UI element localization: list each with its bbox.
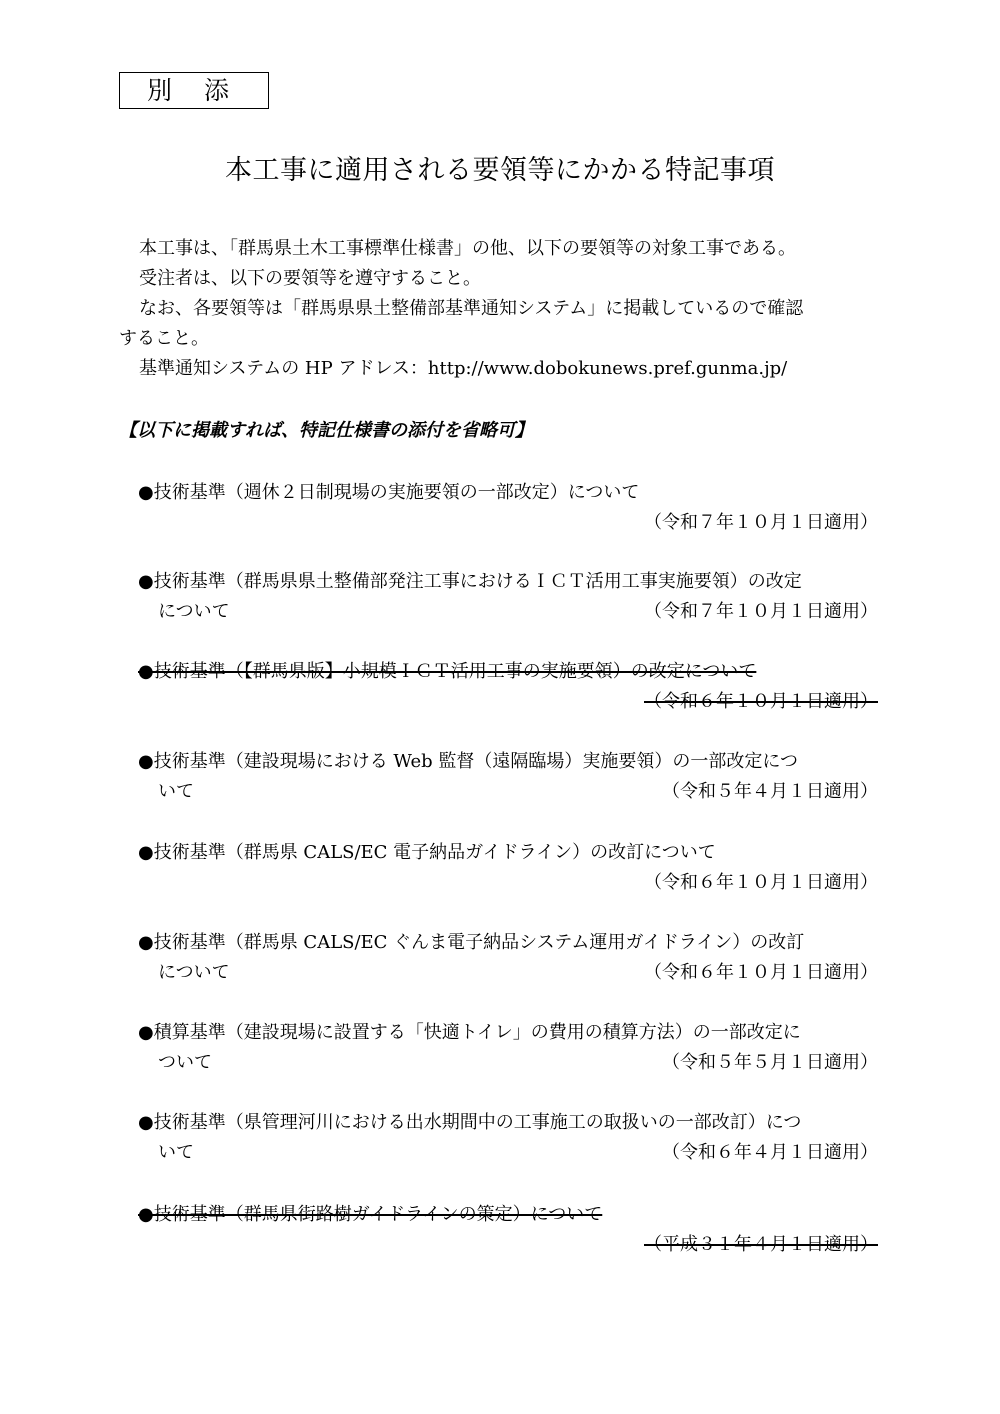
list-item-text: ●技術基準（建設現場における Web 監督（遠隔臨場）実施要領）の一部改定につ — [138, 751, 798, 772]
list-item-text: ●積算基準（建設現場に設置する「快適トイレ」の費用の積算方法）の一部改定に — [138, 1022, 801, 1043]
list-item-text: ●技術基準（群馬県 CALS/EC 電子納品ガイドライン）の改訂について — [138, 842, 716, 863]
intro-section — [119, 234, 889, 384]
list-item — [138, 567, 888, 627]
intro-paragraph-2: 受注者は、以下の要領等を遵守すること。 — [139, 268, 481, 289]
notice-heading: 【以下に掲載すれば、特記仕様書の添付を省略可】 — [119, 420, 533, 441]
list-item-date: （令和６年１０月１日適用） — [644, 691, 878, 712]
list-item — [138, 1018, 888, 1078]
list-item-deleted — [138, 657, 888, 717]
intro-url-line: 基準通知システムの HP アドレス：http://www.dobokunews.pref.gunma.jp/ — [139, 358, 788, 379]
list-item-continuation: について — [158, 962, 230, 983]
intro-paragraph-1: 本工事は、「群馬県土木工事標準仕様書」の他、以下の要領等の対象工事である。 — [139, 238, 796, 259]
list-item-date: （令和７年１０月１日適用） — [644, 601, 878, 622]
list-item-text: ●技術基準（群馬県 CALS/EC ぐんま電子納品システム運用ガイドライン）の改訂 — [138, 932, 805, 953]
intro-paragraph-3-continued: すること。 — [119, 328, 209, 349]
list-item-text: ●技術基準（【群馬県版】小規模ＩＣＴ活用工事の実施要領）の改定について — [138, 661, 757, 682]
list-item-date: （令和５年５月１日適用） — [662, 1052, 878, 1073]
list-item-date: （令和７年１０月１日適用） — [644, 512, 878, 533]
list-item — [138, 838, 888, 898]
list-item — [138, 928, 888, 988]
list-item-text: ●技術基準（県管理河川における出水期間中の工事施工の取扱いの一部改訂）につ — [138, 1112, 802, 1133]
list-item-continuation: いて — [158, 1142, 194, 1163]
list-item-text: ●技術基準（群馬県県土整備部発注工事におけるＩＣＴ活用工事実施要領）の改定 — [138, 571, 802, 592]
list-item-text: ●技術基準（群馬県街路樹ガイドラインの策定）について — [138, 1204, 603, 1225]
list-item-continuation: について — [158, 601, 230, 622]
list-item-continuation: いて — [158, 781, 194, 802]
list-item — [138, 747, 888, 807]
intro-paragraph-3: なお、各要領等は「群馬県県土整備部基準通知システム」に掲載しているので確認 — [139, 298, 804, 319]
attachment-label: 別 添 — [119, 72, 269, 109]
list-item-text: ●技術基準（週休２日制現場の実施要領の一部改定）について — [138, 482, 640, 503]
list-item-date: （平成３１年４月１日適用） — [644, 1234, 878, 1255]
list-item-continuation: ついて — [158, 1052, 212, 1073]
list-item-deleted — [138, 1200, 888, 1260]
list-item-date: （令和６年４月１日適用） — [662, 1142, 878, 1163]
list-item-date: （令和６年１０月１日適用） — [644, 962, 878, 983]
list-item — [138, 1108, 888, 1168]
list-item-date: （令和６年１０月１日適用） — [644, 872, 878, 893]
list-item — [138, 478, 888, 538]
list-item-date: （令和５年４月１日適用） — [662, 781, 878, 802]
page-title: 本工事に適用される要領等にかかる特記事項 — [225, 155, 775, 186]
